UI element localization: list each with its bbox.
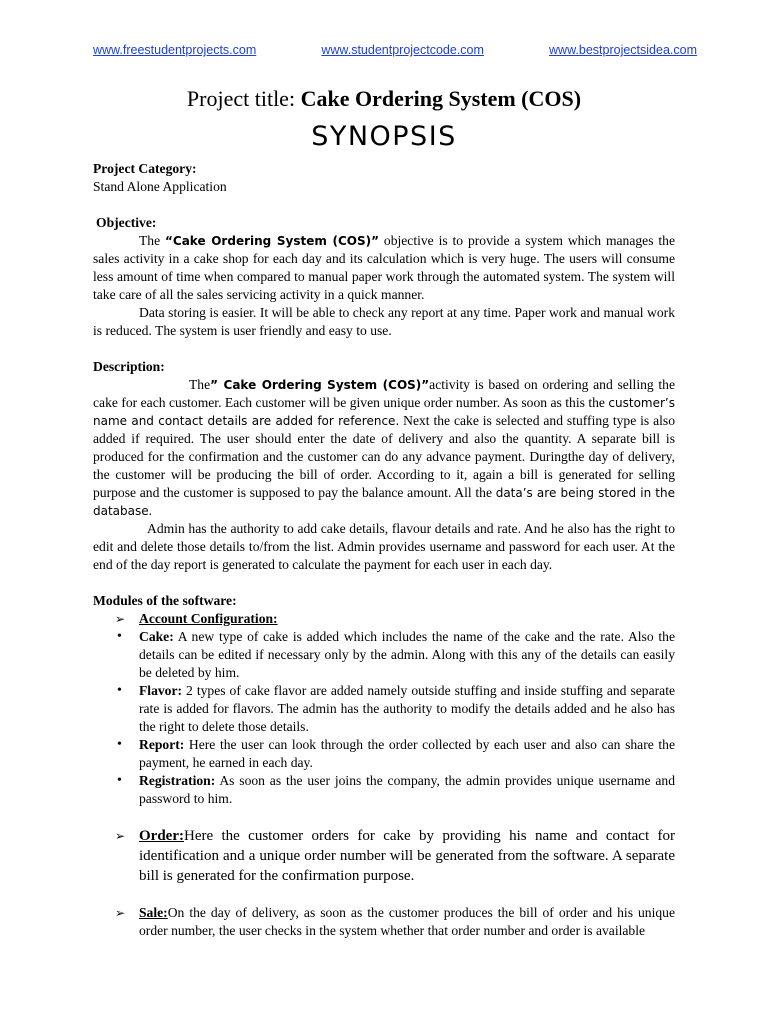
header-link-freestudentprojects[interactable]: www.freestudentprojects.com [93,43,257,57]
objective-paragraph-2: Data storing is easier. It will be able to check any report at any time. Paper work and manual work is reduced. The system is user friendly and easy to use. [93,305,675,338]
bullet-registration [93,772,675,808]
arrow-bullet-icon: ➢ [115,612,126,626]
description-text-e: Next the cake is selected and stuffing type is also added if required. The user should enter the date of delivery and also the quantity. A separate bill is produced for the confirmation and the customer can do any advance payment. Duringthe day of delivery, the customer will be producing the bill of order. According to it, again a bill is generated for selling purpose and the customer is supposed to pay the balance amount. All the [93,413,675,500]
bullet-report-label: Report: [139,737,185,752]
description-text-c: activity is based on ordering and selling the cake for each customer. Each customer will be given unique order number. As soon as this the [93,377,676,410]
sale-text: On the day of delivery, as soon as the customer produces the bill of order and his unique order number, the user checks in the system whether that order number and order is available [139,905,675,938]
account-configuration-bullets [93,628,675,808]
objective-text-a: The [139,233,165,248]
description-text-a: The [189,377,211,392]
modules-list-sale [93,904,675,940]
dot-bullet-icon: • [117,629,122,644]
objective-heading: Objective: [96,215,157,230]
project-title-prefix: Project title: [186,86,301,111]
project-title [0,86,768,112]
objective-text-c: objective is to provide a system which manages the sales activity in a cake shop for each day and its calculation which is very huge. The users will consume less amount of time when compared to manual paper work through the automated system. The system will take care of all the sales servicing activity in a quick manner. [93,233,675,302]
dot-bullet-icon: • [117,737,122,752]
bullet-registration-label: Registration: [139,773,216,788]
objective-system-name: “Cake Ordering System (COS)” [165,234,380,248]
synopsis-heading: SYNOPSIS [311,121,457,152]
bullet-cake-text: A new type of cake is added which includes the name of the cake and the rate. Also the details can be edited if necessary only by the admin. Along with this any of the details can easily be deleted by him. [139,629,675,680]
header-links [93,43,697,57]
modules-list [93,610,675,628]
module-sale [93,904,675,940]
header-link-bestprojectsidea[interactable]: www.bestprojectsidea.com [549,43,697,57]
module-account-configuration [93,610,675,628]
description-text-d: customer’s name and contact details are added for reference. [93,396,675,428]
category-heading: Project Category: [93,161,197,176]
account-configuration-label: Account Configuration: [139,611,278,626]
category-value: Stand Alone Application [93,179,227,194]
description-paragraph-1 [93,376,675,520]
sale-label: Sale: [139,905,168,920]
bullet-cake [93,628,675,682]
bullet-registration-text: As soon as the user joins the company, the admin provides unique username and password to him. [139,773,675,806]
order-text: Here the customer orders for cake by providing his name and contact for identification and a unique order number will be generated from the software. A separate bill is generated for the confirmation purpose. [139,828,675,884]
order-label: Order: [139,828,184,844]
dot-bullet-icon: • [117,683,122,698]
description-text-f: data’s are being stored in the database [93,486,675,518]
dot-bullet-icon: • [117,773,122,788]
header-link-studentprojectcode[interactable]: www.studentprojectcode.com [321,43,484,57]
bullet-flavor-text: 2 types of cake flavor are added namely outside stuffing and inside stuffing and separate rate is added for flavors. The admin has the authority to modify the details added and he also has the right to delete those details. [139,683,675,734]
objective-paragraph-1 [93,232,675,304]
bullet-cake-label: Cake: [139,629,174,644]
description-system-name: ” Cake Ordering System (COS)” [210,378,430,392]
description-paragraph-2: Admin has the authority to add cake details, flavour details and rate. And he also has the right to edit and delete those details to/from the list. Admin provides username and password for each user. At the end of the day report is generated to calculate the payment for each user in each day. [93,521,675,572]
modules-heading: Modules of the software: [93,593,237,608]
bullet-flavor-label: Flavor: [139,683,183,698]
description-heading: Description: [93,359,165,374]
bullet-report-text: Here the user can look through the order collected by each user and also can share the payment, he earned in each day. [139,737,675,770]
modules-list-order [93,826,675,886]
description-text-g: . [148,503,153,518]
module-order [93,826,675,886]
bullet-report [93,736,675,772]
bullet-flavor [93,682,675,736]
arrow-bullet-icon: ➢ [115,829,126,843]
arrow-bullet-icon: ➢ [115,906,126,920]
project-title-name: Cake Ordering System (COS) [300,86,582,111]
document-body [93,160,675,940]
